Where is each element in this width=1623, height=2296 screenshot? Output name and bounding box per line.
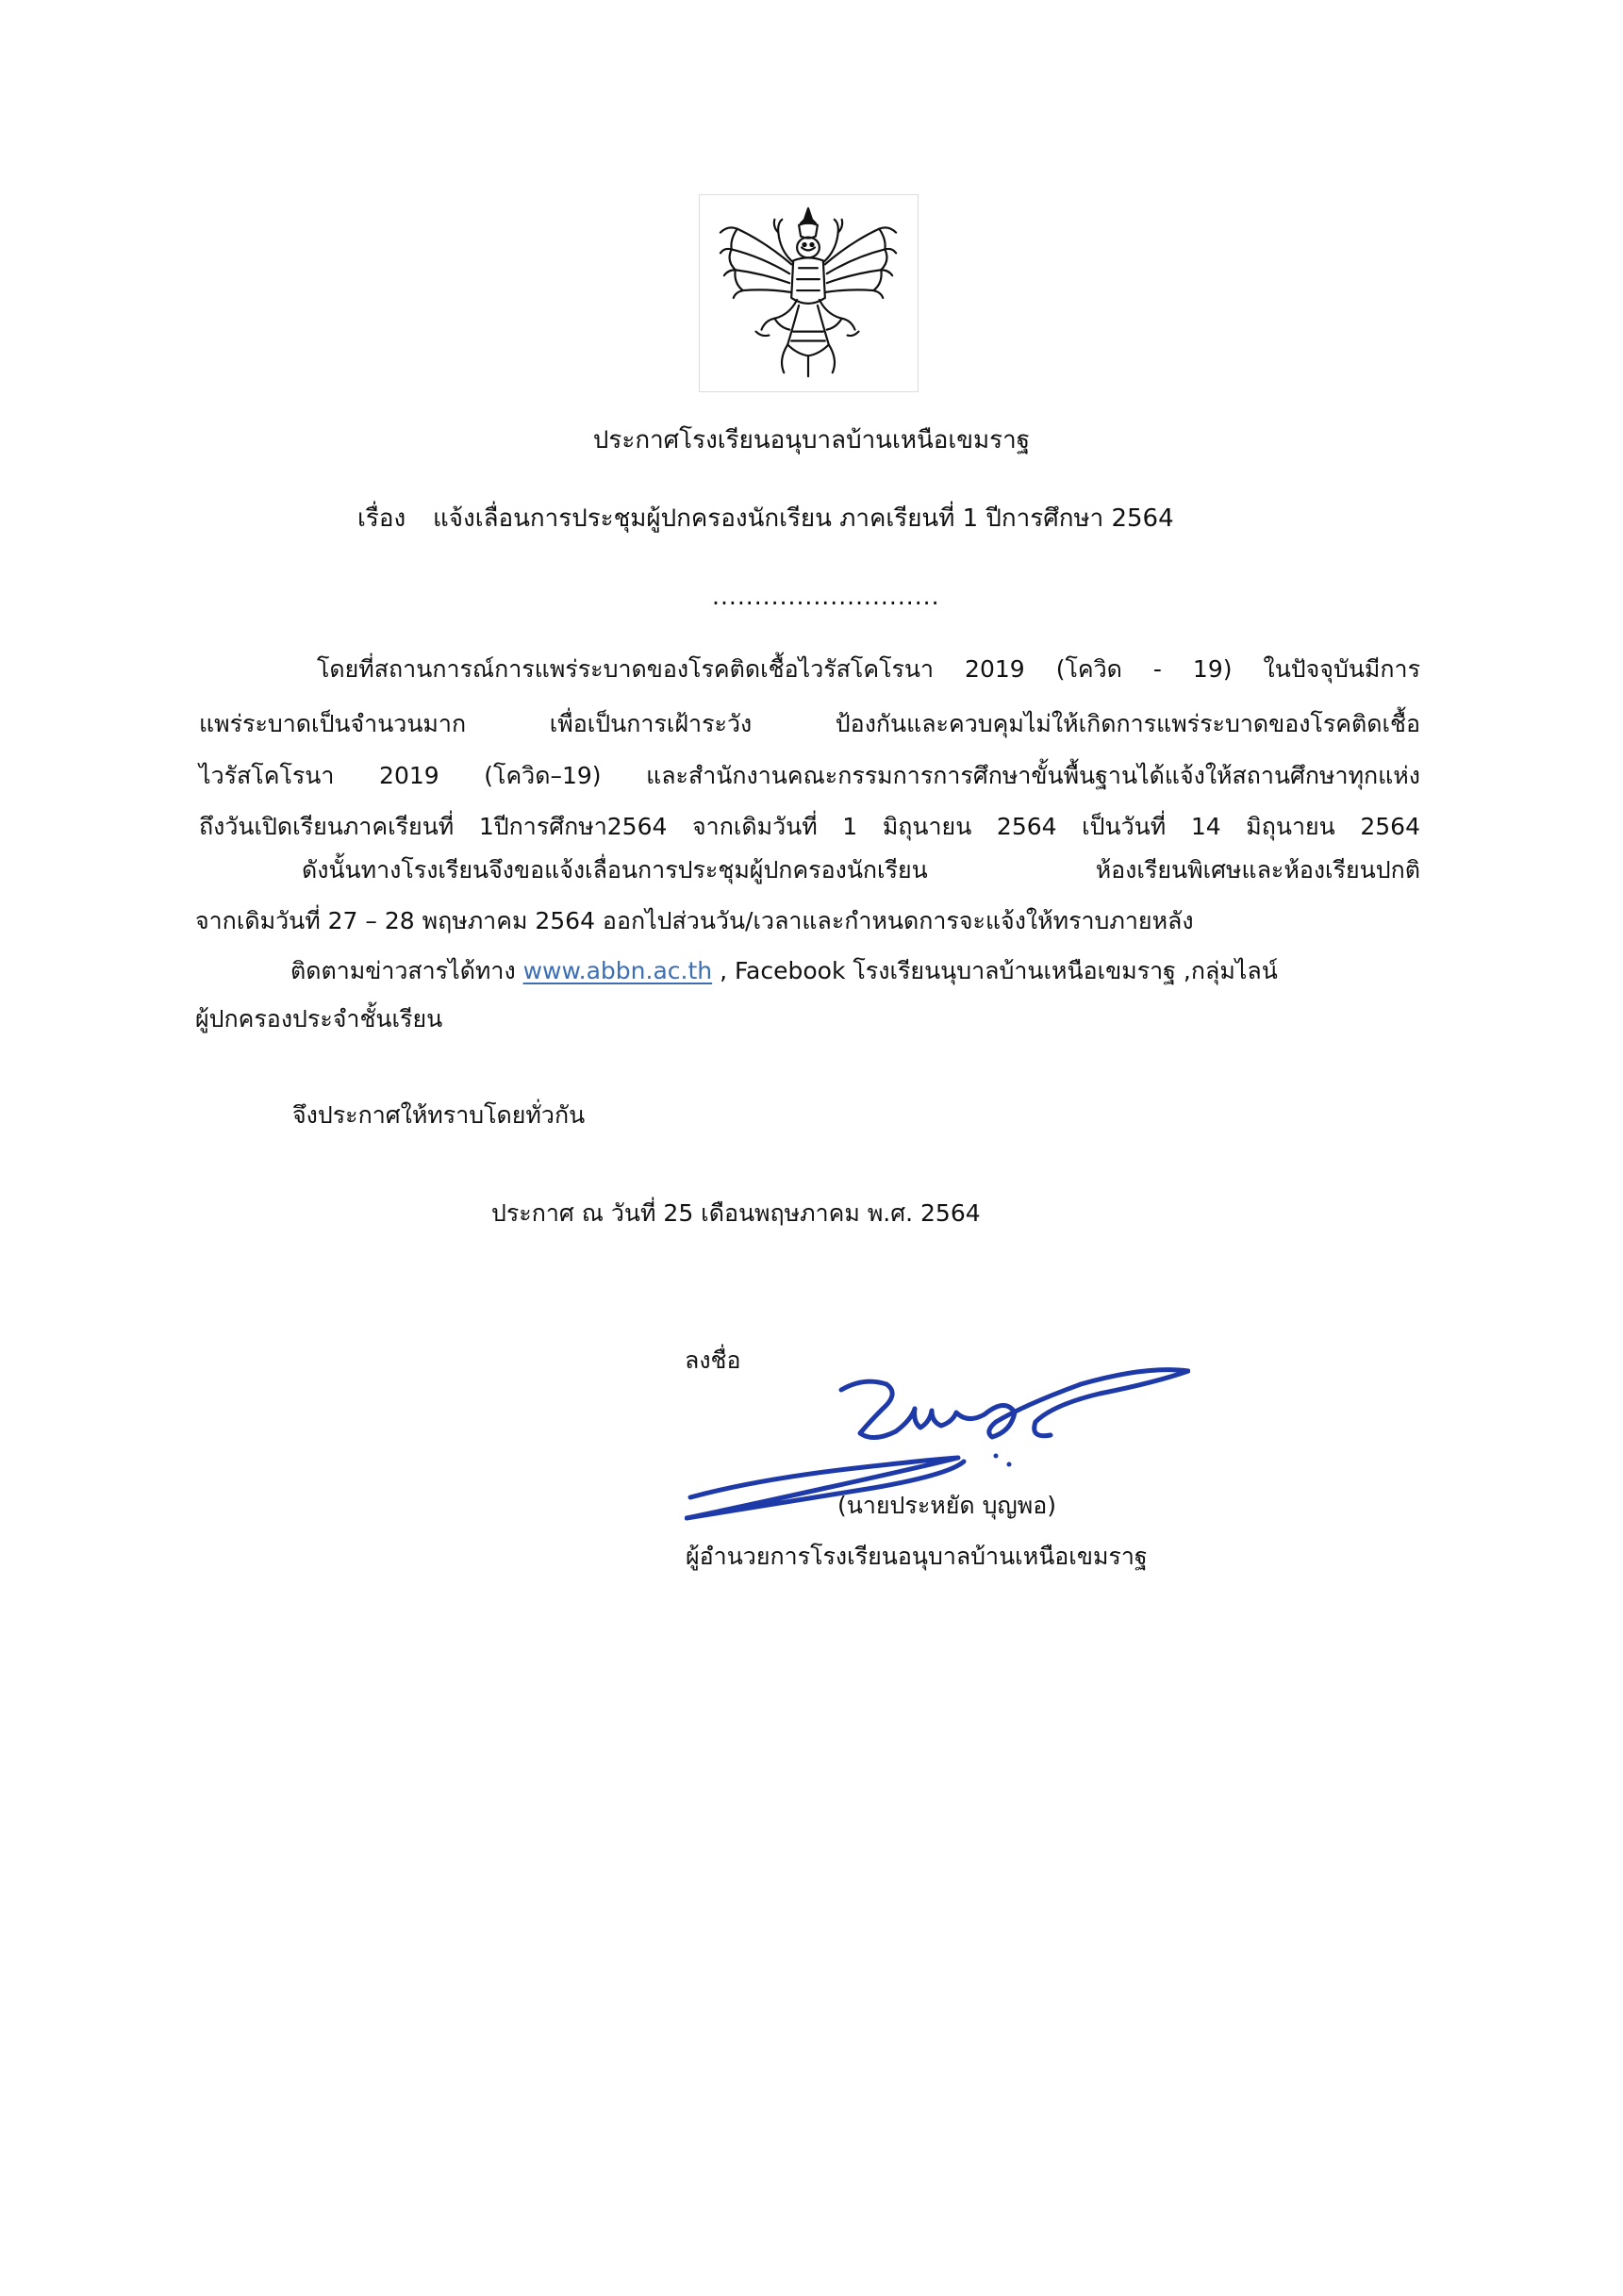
announce-text: จึงประกาศให้ทราบโดยทั่วกัน [292,1101,586,1129]
facebook-line-text: , Facebook โรงเรียนนุบาลบ้านเหนือเขมราฐ ,กลุ่มไลน์ [712,957,1278,984]
handwritten-signature [685,1356,1190,1556]
body-line-3: ไวรัสโคโรนา 2019 (โควิด–19) และสำนักงานคณะกรรมการการศึกษาขั้นพื้นฐานได้แจ้งให้สถานศึกษาทุกแห่ง [199,762,1420,789]
body-line-8: ผู้ปกครองประจำชั้นเรียน [195,1005,443,1032]
document-title: ประกาศโรงเรียนอนุบาลบ้านเหนือเขมราฐ [592,426,1031,454]
sign-label: ลงชื่อ [685,1346,741,1374]
body-line-1: โดยที่สถานการณ์การแพร่ระบาดของโรคติดเชื้อไวรัสโคโรนา 2019 (โควิด - 19) ในปัจจุบันมีการ [317,655,1420,683]
garuda-emblem-icon [699,194,919,392]
signer-name: (นายประหยัด บุญพอ) [837,1492,1056,1519]
subject-label: เรื่อง [357,504,406,533]
follow-news-text: ติดตามข่าวสารได้ทาง [290,957,516,984]
separator-dots: ........................... [712,583,940,610]
signer-position: ผู้อำนวยการโรงเรียนอนุบาลบ้านเหนือเขมราฐ [686,1543,1148,1570]
announce-date: ประกาศ ณ วันที่ 25 เดือนพฤษภาคม พ.ศ. 2564 [491,1199,981,1227]
body-line-6: จากเดิมวันที่ 27 – 28 พฤษภาคม 2564 ออกไปส่วนวัน/เวลาและกำหนดการจะแจ้งให้ทราบภายหลัง [195,907,1194,934]
subject-text: แจ้งเลื่อนการประชุมผู้ปกครองนักเรียน ภาคเรียนที่ 1 ปีการศึกษา 2564 [433,504,1174,533]
body-line-7 [290,955,1278,987]
website-link[interactable]: www.abbn.ac.th [522,957,713,984]
body-line-5: ดังนั้นทางโรงเรียนจึงขอแจ้งเลื่อนการประชุมผู้ปกครองนักเรียน ห้องเรียนพิเศษและห้องเรียนปกติ [302,856,1420,884]
body-line-4: ถึงวันเปิดเรียนภาคเรียนที่ 1ปีการศึกษา2564 จากเดิมวันที่ 1 มิถุนายน 2564 เป็นวันที่ 14 มิถุนายน 2564 [199,813,1420,840]
body-line-2: แพร่ระบาดเป็นจำนวนมาก เพื่อเป็นการเฝ้าระวัง ป้องกันและควบคุมไม่ให้เกิดการแพร่ระบาดของโรคติดเชื้อ [199,710,1420,737]
